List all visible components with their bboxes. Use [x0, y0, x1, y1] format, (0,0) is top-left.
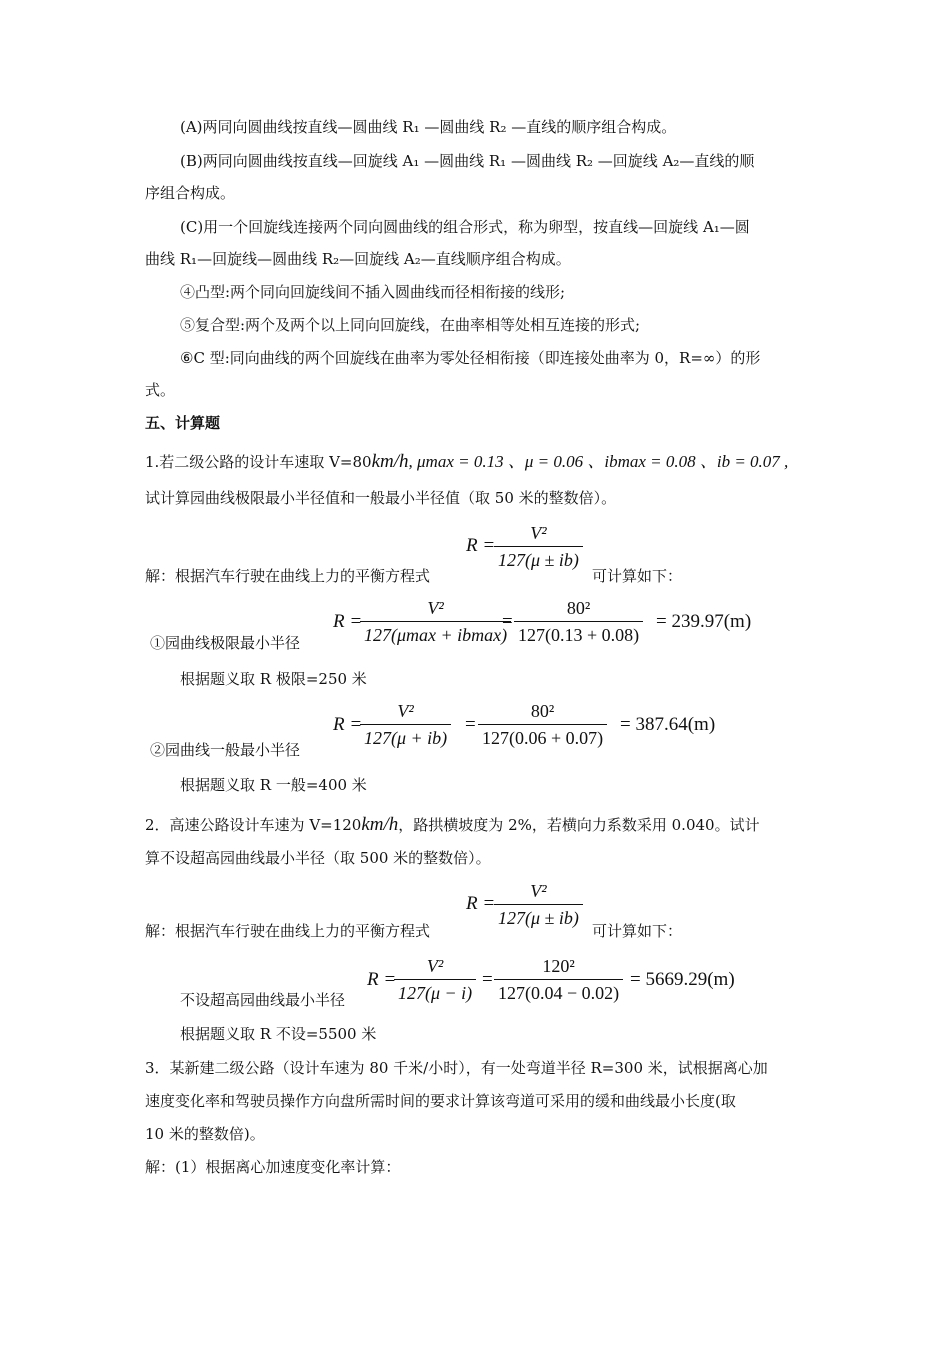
- eq2-fraction: [494, 880, 583, 929]
- q1-s2-denominator1: 127(μ + ib): [364, 728, 448, 748]
- q2-s-numerator1: V²: [394, 955, 476, 980]
- q2-solution-intro-tail: 可计算如下：: [592, 922, 683, 940]
- q1-s1-denominator2: 127(0.13 + 0.08): [518, 625, 640, 645]
- q2-take: 根据题义取 R 不设=5500 米: [180, 1025, 377, 1043]
- q1-s2-take: 根据题义取 R 一般=400 米: [180, 776, 367, 794]
- q1-s2-denominator2: 127(0.06 + 0.07): [482, 728, 604, 748]
- q1-s1-numerator1: V²: [360, 597, 511, 622]
- eq1-denominator: 127(μ ± ib): [498, 550, 579, 570]
- q1-s1-numerator2: 80²: [514, 597, 643, 622]
- q1-s1-label: ①园曲线极限最小半径: [150, 634, 301, 652]
- q2-s-numerator2: 120²: [494, 955, 623, 980]
- para-c-line2: 曲线 R₁—回旋线—圆曲线 R₂—回旋线 A₂—直线顺序组合构成。: [145, 250, 571, 268]
- q1-s1-take: 根据题义取 R 极限=250 米: [180, 670, 367, 688]
- eq2-lhs: R =: [466, 893, 496, 914]
- q2-s-denominator1: 127(μ − i): [398, 983, 473, 1003]
- q1-s1-denominator1: 127(μmax + ibmax): [364, 625, 508, 645]
- q2-s-fraction1: [394, 955, 476, 1004]
- eq2-numerator: V²: [494, 880, 583, 905]
- q2-unit: km/h: [361, 814, 399, 835]
- eq1-fraction: [494, 522, 583, 571]
- q2-solution-intro: 解：根据汽车行驶在曲线上力的平衡方程式: [145, 922, 431, 940]
- eq1-numerator: V²: [494, 522, 583, 547]
- q1-s1-equals: =: [502, 611, 513, 632]
- item-5: ⑤复合型:两个及两个以上同向回旋线，在曲率相等处相互连接的形式;: [180, 316, 641, 334]
- q1-s2-label: ②园曲线一般最小半径: [150, 741, 301, 759]
- q1-s1-fraction2: [514, 597, 643, 646]
- q1-s2-fraction2: [478, 700, 607, 749]
- q2-s-fraction2: [494, 955, 623, 1004]
- q1-s1-result: = 239.97(m): [656, 611, 752, 632]
- item-6-line2: 式。: [145, 381, 176, 399]
- item-6-line1: ⑥C 型:同向曲线的两个回旋线在曲率为零处径相衔接（即连接处曲率为 0，R=∞）的形: [180, 349, 761, 367]
- q1-solution-intro: 解：根据汽车行驶在曲线上力的平衡方程式: [145, 567, 431, 585]
- q1-line1-prefix: 1.若二级公路的设计车速取 V=80: [145, 453, 372, 471]
- q1-line2: 试计算园曲线极限最小半径值和一般最小半径值（取 50 米的整数倍）。: [145, 489, 617, 507]
- q2-line1: [145, 815, 760, 835]
- q1-s2-numerator2: 80²: [478, 700, 607, 725]
- para-c-line1: (C)用一个回旋线连接两个同向圆曲线的组合形式，称为卵型，按直线—回旋线 A₁—圆: [180, 218, 750, 236]
- q2-s-result: = 5669.29(m): [630, 969, 735, 990]
- q3-line3: 10 米的整数倍)。: [145, 1125, 265, 1143]
- q2-line1-prefix: 2．高速公路设计车速为 V=120: [145, 816, 362, 834]
- q1-s1-fraction1: [360, 597, 511, 646]
- q1-s1-lhs: R =: [333, 611, 363, 632]
- q1-s2-numerator1: V²: [360, 700, 451, 725]
- q1-s2-lhs: R =: [333, 714, 363, 735]
- q2-s-label: 不设超高园曲线最小半径: [180, 991, 346, 1009]
- q3-line1: 3．某新建二级公路（设计车速为 80 千米/小时），有一处弯道半径 R=300 米，试根据离心加: [145, 1059, 768, 1077]
- q1-s2-fraction1: [360, 700, 451, 749]
- para-a: (A)两同向圆曲线按直线—圆曲线 R₁ —圆曲线 R₂ —直线的顺序组合构成。: [180, 118, 677, 136]
- para-b-line1: (B)两同向圆曲线按直线—回旋线 A₁ —圆曲线 R₁ —圆曲线 R₂ —回旋线 A₂—直线的顺: [180, 152, 755, 170]
- q2-line2: 算不设超高园曲线最小半径（取 500 米的整数倍）。: [145, 849, 491, 867]
- q1-line1: [145, 452, 788, 472]
- q1-params: , μmax = 0.13 、μ = 0.06 、ibmax = 0.08 、ib = 0.07 ,: [408, 452, 789, 471]
- q2-s-lhs: R =: [367, 969, 397, 990]
- eq1-lhs: R =: [466, 535, 496, 556]
- q1-s2-equals: =: [465, 714, 476, 735]
- item-4: ④凸型:两个同向回旋线间不插入圆曲线而径相衔接的线形;: [180, 283, 566, 301]
- q2-line1-tail: ，路拱横坡度为 2%，若横向力系数采用 0.040。试计: [398, 816, 760, 834]
- q2-s-denominator2: 127(0.04 − 0.02): [498, 983, 620, 1003]
- q3-solution: 解：(1）根据离心加速度变化率计算：: [145, 1158, 401, 1176]
- section-title: 五、计算题: [145, 414, 221, 432]
- q1-unit: km/h: [371, 451, 409, 472]
- para-b-line2: 序组合构成。: [145, 184, 236, 202]
- q2-s-equals: =: [482, 969, 493, 990]
- q1-solution-intro-tail: 可计算如下：: [592, 567, 683, 585]
- q1-s2-result: = 387.64(m): [620, 714, 716, 735]
- eq2-denominator: 127(μ ± ib): [498, 908, 579, 928]
- q3-line2: 速度变化率和驾驶员操作方向盘所需时间的要求计算该弯道可采用的缓和曲线最小长度(取: [145, 1092, 736, 1110]
